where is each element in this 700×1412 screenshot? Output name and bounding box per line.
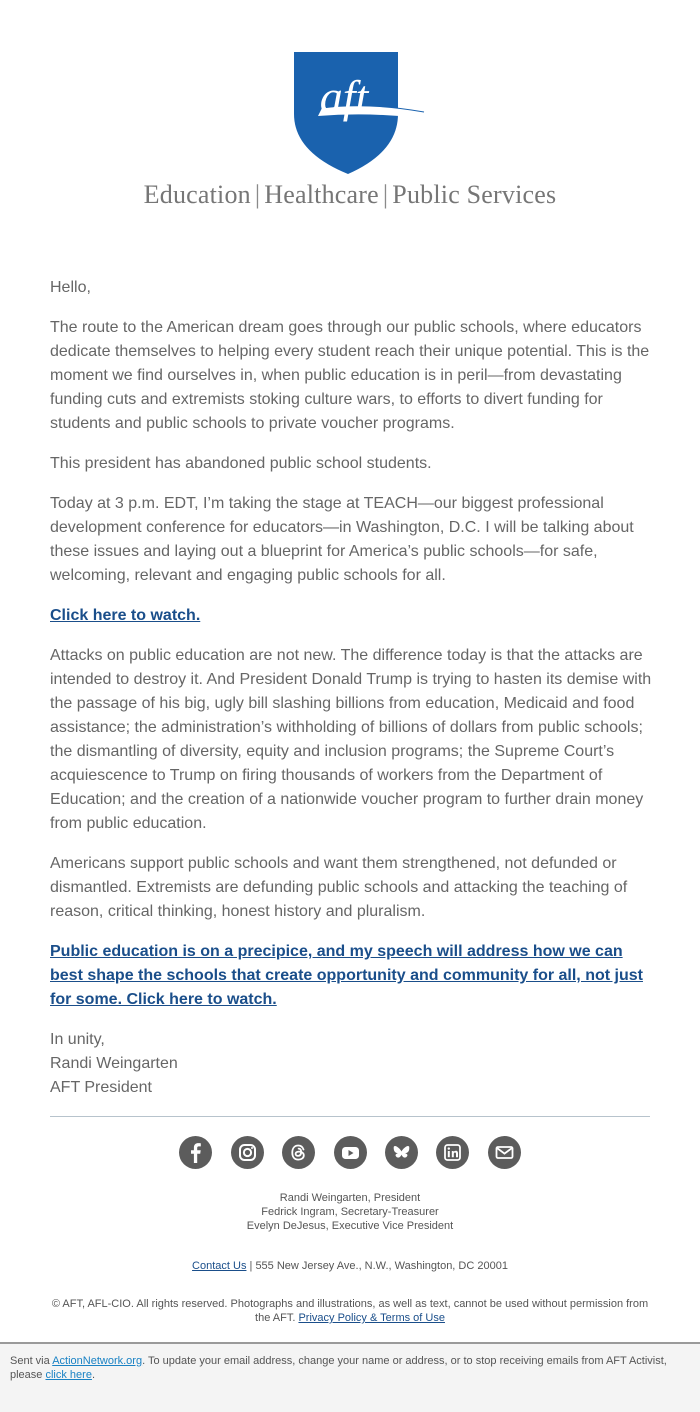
threads-icon[interactable] <box>282 1136 315 1169</box>
paragraph-intro: The route to the American dream goes through our public schools, where educators dedicate themselves to helping every student reach their unique potential. This is the moment we find ourselves in, when public education is in peril—from devastating funding cuts and extremists stoking culture wars, to efforts to divert funding for students and public schools to private voucher programs. <box>50 319 650 432</box>
privacy-terms-link[interactable]: Privacy Policy & Terms of Use <box>298 1312 445 1324</box>
officers-list <box>0 1191 700 1233</box>
contact-us-link[interactable]: Contact Us <box>192 1260 247 1272</box>
watch-link-secondary[interactable]: Public education is on a precipice, and my speech will address how we can best shape the schools that create opportunity and community for all, not just for some. Click here to watch. <box>50 943 643 1008</box>
officer-executive-vp: Evelyn DeJesus, Executive Vice President <box>246 1220 454 1232</box>
tagline-separator: | <box>382 180 389 209</box>
signer-name: Randi Weingarten <box>50 1055 178 1072</box>
officer-secretary-treasurer: Fedrick Ingram, Secretary-Treasurer <box>261 1206 439 1218</box>
sent-via-middle: . To update your email address, change your name or address, or to stop receiving emails from AFT Activist, please <box>10 1355 667 1381</box>
linkedin-icon[interactable] <box>436 1136 469 1169</box>
officer-president: Randi Weingarten, President <box>279 1192 421 1204</box>
instagram-icon[interactable] <box>231 1136 264 1169</box>
sent-via-prefix: Sent via <box>10 1355 53 1367</box>
watch-link-primary[interactable]: Click here to watch. <box>50 607 201 624</box>
aft-shield-logo[interactable] <box>288 48 428 176</box>
email-icon[interactable] <box>488 1136 521 1169</box>
paragraph-teach-event: Today at 3 p.m. EDT, I’m taking the stage at TEACH—our biggest professional development conference for educators—in Washington, D.C. I will be talking about these issues and laying out a blueprint for America’s public schools—for safe, welcoming, relevant and engaging public schools for all. <box>50 495 634 584</box>
tagline <box>0 180 700 210</box>
sent-via-suffix: . <box>91 1369 96 1381</box>
youtube-icon[interactable] <box>334 1136 367 1169</box>
tagline-separator: | <box>254 180 261 209</box>
tagline-education: Education <box>143 180 251 209</box>
facebook-icon[interactable] <box>179 1136 212 1169</box>
header-logo-area <box>0 0 700 260</box>
mailing-address: | 555 New Jersey Ave., N.W., Washington, DC 20001 <box>246 1260 508 1272</box>
signer-title: AFT President <box>50 1079 152 1096</box>
paragraph-president: This president has abandoned public school students. <box>50 455 432 472</box>
divider <box>50 1116 650 1117</box>
contact-address <box>0 1259 700 1273</box>
tagline-healthcare: Healthcare <box>264 180 379 209</box>
sent-via-footer <box>0 1342 700 1412</box>
copyright-notice <box>50 1297 650 1325</box>
bluesky-icon[interactable] <box>385 1136 418 1169</box>
paragraph-support: Americans support public schools and want them strengthened, not defunded or dismantled. Extremists are defunding public schools and attacking the teaching of reason, critical thinking, honest history and pluralism. <box>50 855 628 920</box>
greeting: Hello, <box>50 279 91 296</box>
closing: In unity, <box>50 1031 105 1048</box>
actionnetwork-link[interactable]: ActionNetwork.org <box>52 1355 143 1367</box>
sent-via-text <box>10 1354 690 1382</box>
email-body <box>50 276 654 1100</box>
social-links <box>0 1136 700 1169</box>
tagline-public-services: Public Services <box>392 180 557 209</box>
copyright-text: © AFT, AFL-CIO. All rights reserved. Photographs and illustrations, as well as text, cannot be used without permission from the AFT. <box>51 1298 649 1324</box>
paragraph-attacks: Attacks on public education are not new. The difference today is that the attacks are intended to destroy it. And President Donald Trump is trying to hasten its demise with the passage of his big, ugly bill slashing billions from education, Medicaid and food assistance; the administration’s withholding of billions of dollars from public schools; the dismantling of diversity, equity and inclusion programs; the Supreme Court’s acquiescence to Trump on firing thousands of workers from the Department of Education; and the creation of a nationwide voucher program to further drain money from public education. <box>50 647 652 832</box>
logo-wordmark: aft <box>319 71 369 122</box>
signature <box>50 1028 654 1100</box>
unsubscribe-link[interactable]: click here <box>45 1369 92 1381</box>
